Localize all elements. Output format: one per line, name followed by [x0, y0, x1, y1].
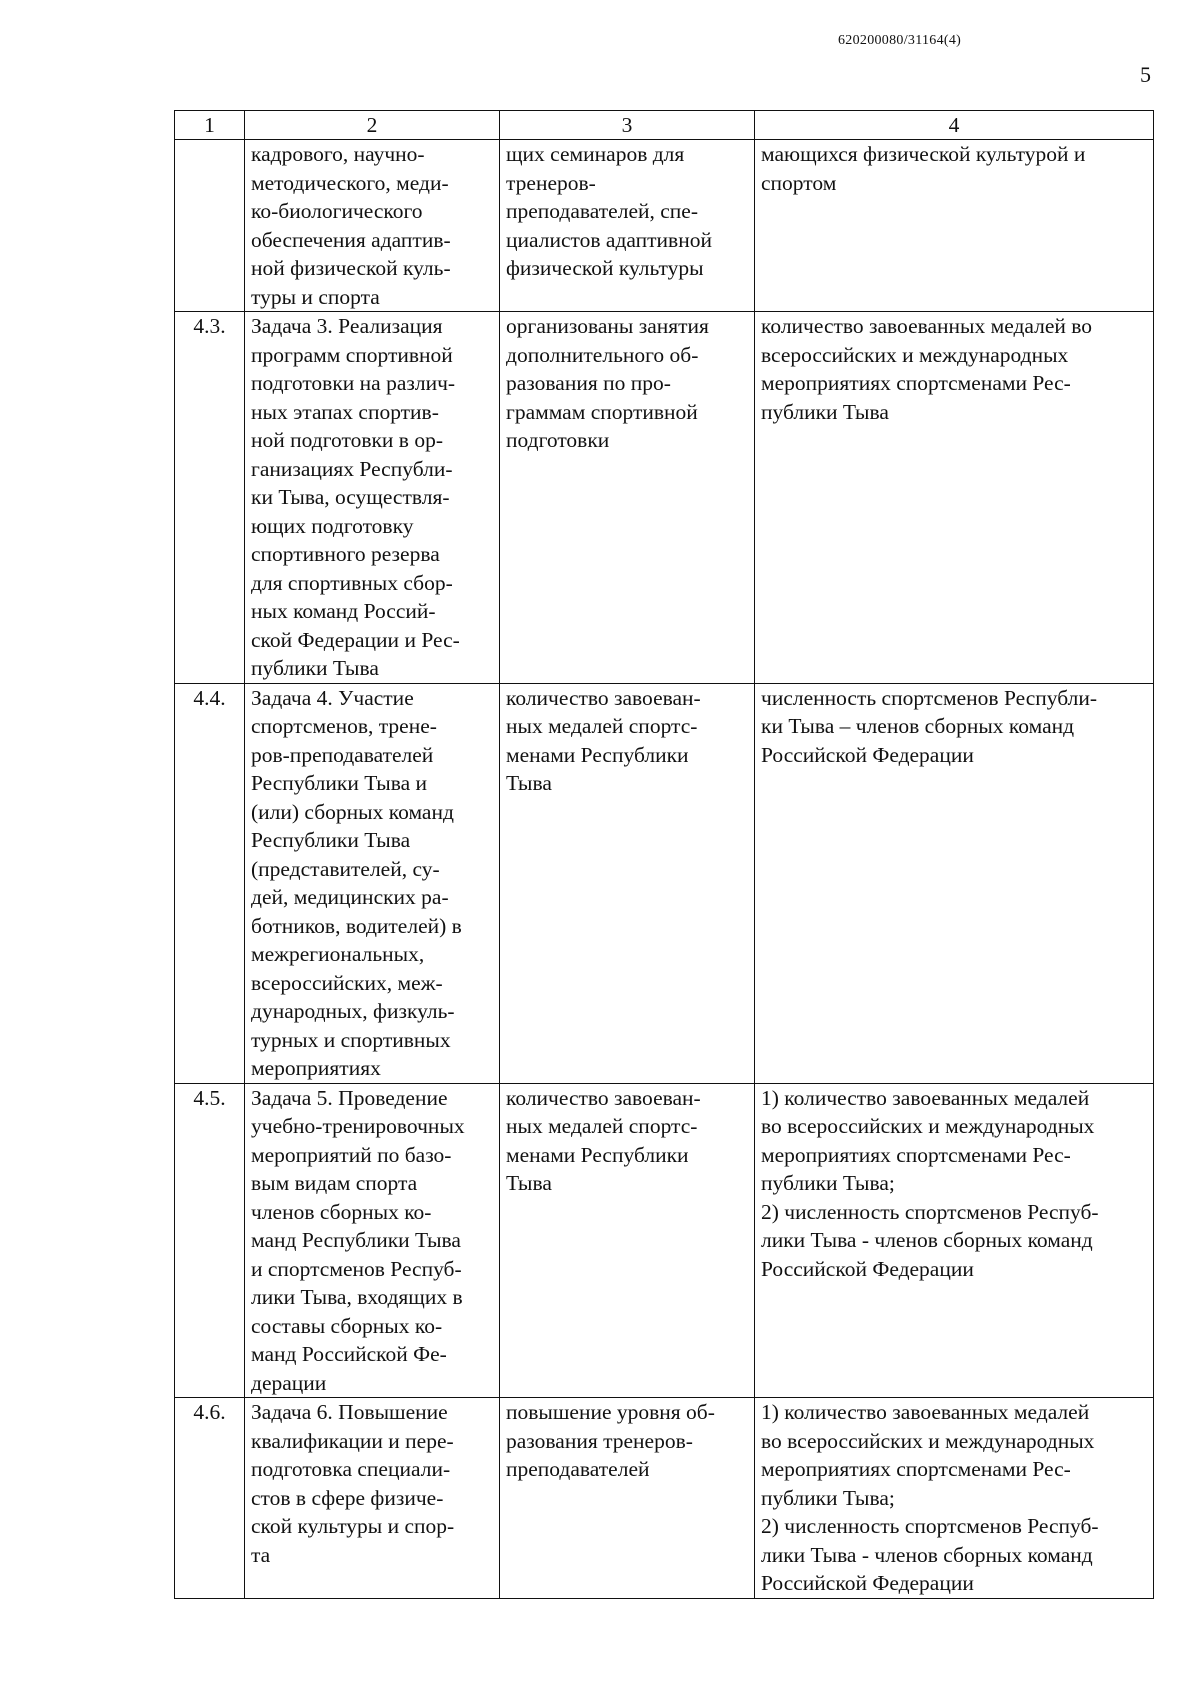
cell-text-line: количество завоеван-	[506, 685, 701, 710]
cell-text-line: ки Тыва – членов сборных команд	[761, 714, 1075, 738]
table-row	[175, 1083, 1154, 1398]
cell-text-line: стов в сфере физиче-	[251, 1485, 444, 1510]
cell-text-line: членов сборных ко-	[251, 1199, 432, 1224]
cell-text-line: спортивного резерва	[251, 542, 440, 566]
indicator-cell	[755, 1083, 1154, 1398]
cell-text-line: 2) численность спортсменов Респуб-	[761, 1514, 1099, 1538]
row-number-cell: 4.5.	[175, 1083, 245, 1398]
cell-text-line: численность спортсменов Республи-	[761, 685, 1098, 710]
cell-text-line: дополнительного об-	[506, 342, 699, 367]
row-number-cell: 4.3.	[175, 312, 245, 684]
cell-text-line: ганизациях Республи-	[251, 456, 453, 481]
result-cell	[500, 1398, 755, 1599]
cell-text-line: манд Российской Фе-	[251, 1342, 447, 1366]
cell-text-line: спортсменов, трене-	[251, 714, 437, 738]
cell-text-line: количество завоеванных медалей во	[761, 314, 1093, 338]
table-header-row	[175, 111, 1154, 140]
cell-text-line: обеспечения адаптив-	[251, 227, 451, 252]
task-cell	[245, 312, 500, 684]
cell-text-line: публики Тыва;	[761, 1485, 895, 1510]
cell-text-line: физической культуры	[506, 256, 704, 280]
page-number: 5	[1140, 62, 1151, 87]
cell-text-line: дей, медицинских ра-	[251, 885, 449, 909]
row-number-cell: 4.6.	[175, 1398, 245, 1599]
cell-text-line: преподавателей	[506, 1457, 650, 1481]
task-cell	[245, 140, 500, 312]
cell-text-line: подготовка специали-	[251, 1457, 451, 1481]
cell-text-line: лики Тыва - членов сборных команд	[761, 1228, 1093, 1252]
cell-text-line: мероприятиях спортсменами Рес-	[761, 371, 1071, 395]
table-body	[175, 140, 1154, 1599]
cell-text-line: ботников, водителей) в	[251, 913, 462, 938]
cell-text-line: ных этапах спортив-	[251, 399, 439, 424]
cell-text-line: кадрового, научно-	[251, 142, 425, 166]
cell-text-line: ющих подготовку	[251, 513, 414, 538]
cell-text-line: всероссийских и международных	[761, 342, 1069, 367]
cell-text-line: учебно-тренировочных	[251, 1114, 465, 1138]
table-row	[175, 312, 1154, 684]
cell-text-line: мероприятиях спортсменами Рес-	[761, 1142, 1071, 1167]
document-number: 620200080/31164(4)	[838, 33, 962, 48]
cell-text-line: граммам спортивной	[506, 399, 698, 424]
cell-text-line: во всероссийских и международных	[761, 1114, 1095, 1138]
cell-text-line: ной подготовки в ор-	[251, 428, 443, 452]
cell-text-line: преподавателей, спе-	[506, 199, 698, 223]
column-header: 1	[175, 111, 245, 140]
indicator-cell	[755, 312, 1154, 684]
table-row	[175, 1398, 1154, 1599]
cell-text-line: во всероссийских и международных	[761, 1428, 1095, 1453]
cell-text-line: спортом	[761, 170, 837, 195]
table-row	[175, 683, 1154, 1083]
cell-text-line: менами Республики	[506, 742, 689, 767]
cell-text-line: Задача 5. Проведение	[251, 1085, 448, 1110]
cell-text-line: 1) количество завоеванных медалей	[761, 1400, 1090, 1424]
measures-table	[174, 110, 1154, 1599]
table-row	[175, 140, 1154, 312]
result-cell	[500, 683, 755, 1083]
cell-text-line: организованы занятия	[506, 314, 709, 338]
cell-text-line: ных медалей спортс-	[506, 714, 698, 738]
column-header: 2	[245, 111, 500, 140]
cell-text-line: ской культуры и спор-	[251, 1514, 455, 1538]
cell-text-line: менами Республики	[506, 1142, 689, 1167]
cell-text-line: составы сборных ко-	[251, 1313, 443, 1338]
cell-text-line: мающихся физической культурой и	[761, 142, 1086, 166]
cell-text-line: 2) численность спортсменов Респуб-	[761, 1199, 1099, 1224]
cell-text-line: циалистов адаптивной	[506, 227, 712, 252]
indicator-cell	[755, 1398, 1154, 1599]
column-header: 3	[500, 111, 755, 140]
cell-text-line: методического, меди-	[251, 170, 449, 195]
cell-text-line: всероссийских, меж-	[251, 970, 443, 995]
cell-text-line: мероприятий по базо-	[251, 1142, 452, 1167]
task-cell	[245, 683, 500, 1083]
cell-text-line: Задача 4. Участие	[251, 685, 414, 710]
cell-text-line: дерации	[251, 1370, 327, 1395]
cell-text-line: разования тренеров-	[506, 1428, 693, 1453]
cell-text-line: публики Тыва	[251, 656, 379, 680]
cell-text-line: мероприятиях спортсменами Рес-	[761, 1457, 1071, 1481]
result-cell	[500, 1083, 755, 1398]
cell-text-line: публики Тыва;	[761, 1171, 895, 1195]
cell-text-line: дународных, физкуль-	[251, 999, 455, 1023]
cell-text-line: повышение уровня об-	[506, 1400, 715, 1424]
cell-text-line: Задача 3. Реализация	[251, 314, 443, 338]
cell-text-line: турных и спортивных	[251, 1027, 451, 1052]
cell-text-line: квалификации и пере-	[251, 1428, 454, 1453]
cell-text-line: публики Тыва	[761, 399, 889, 424]
cell-text-line: Республики Тыва и	[251, 771, 428, 795]
cell-text-line: Задача 6. Повышение	[251, 1400, 448, 1424]
cell-text-line: Российской Федерации	[761, 1256, 974, 1281]
cell-text-line: Российской Федерации	[761, 742, 974, 767]
cell-text-line: ской Федерации и Рес-	[251, 627, 460, 652]
row-number-cell	[175, 140, 245, 312]
cell-text-line: щих семинаров для	[506, 142, 685, 166]
cell-text-line: мероприятиях	[251, 1056, 381, 1080]
cell-text-line: программ спортивной	[251, 342, 453, 367]
cell-text-line: ко-биологического	[251, 199, 423, 223]
row-number-cell: 4.4.	[175, 683, 245, 1083]
cell-text-line: и спортсменов Респуб-	[251, 1256, 462, 1281]
cell-text-line: Республики Тыва	[251, 828, 411, 852]
cell-text-line: вым видам спорта	[251, 1171, 418, 1195]
cell-text-line: (представителей, су-	[251, 856, 440, 881]
cell-text-line: подготовки на различ-	[251, 371, 456, 395]
cell-text-line: количество завоеван-	[506, 1085, 701, 1110]
cell-text-line: разования по про-	[506, 371, 671, 395]
cell-text-line: ной физической куль-	[251, 256, 451, 280]
cell-text-line: Тыва	[506, 771, 552, 795]
result-cell	[500, 312, 755, 684]
cell-text-line: лики Тыва, входящих в	[251, 1285, 463, 1309]
column-header: 4	[755, 111, 1154, 140]
cell-text-line: Российской Федерации	[761, 1571, 974, 1595]
cell-text-line: Тыва	[506, 1171, 552, 1195]
cell-text-line: (или) сборных команд	[251, 799, 454, 824]
cell-text-line: лики Тыва - членов сборных команд	[761, 1542, 1093, 1567]
cell-text-line: ки Тыва, осуществля-	[251, 485, 450, 509]
indicator-cell	[755, 683, 1154, 1083]
task-cell	[245, 1083, 500, 1398]
cell-text-line: для спортивных сбор-	[251, 570, 453, 595]
cell-text-line: межрегиональных,	[251, 942, 425, 966]
cell-text-line: ных команд Россий-	[251, 599, 436, 623]
cell-text-line: та	[251, 1542, 271, 1567]
cell-text-line: манд Республики Тыва	[251, 1228, 461, 1252]
cell-text-line: туры и спорта	[251, 284, 380, 309]
cell-text-line: ров-преподавателей	[251, 742, 434, 767]
cell-text-line: подготовки	[506, 428, 610, 452]
indicator-cell	[755, 140, 1154, 312]
cell-text-line: ных медалей спортс-	[506, 1114, 698, 1138]
cell-text-line: тренеров-	[506, 170, 596, 195]
task-cell	[245, 1398, 500, 1599]
result-cell	[500, 140, 755, 312]
cell-text-line: 1) количество завоеванных медалей	[761, 1085, 1090, 1110]
